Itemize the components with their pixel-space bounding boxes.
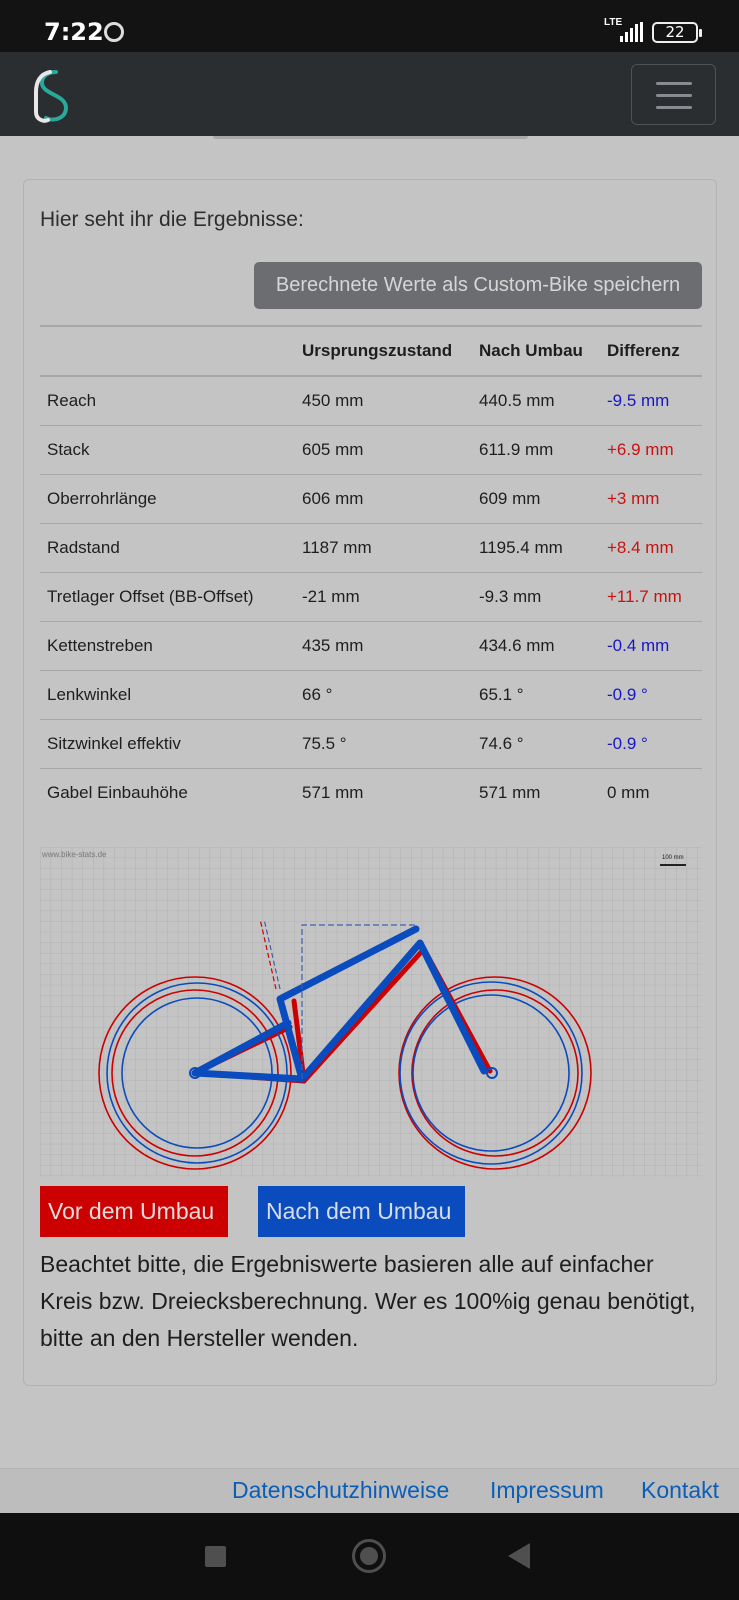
table-row [40, 425, 702, 474]
recent-apps-icon[interactable] [205, 1546, 226, 1567]
row-diff-value: +8.4 mm [600, 523, 702, 572]
row-before-value: -21 mm [295, 572, 472, 621]
table-row [40, 621, 702, 670]
row-before-value: 605 mm [295, 425, 472, 474]
table-row [40, 719, 702, 768]
footer-link-contact[interactable]: Kontakt [641, 1477, 719, 1503]
row-before-value: 66 ° [295, 670, 472, 719]
header-label [40, 326, 295, 376]
hamburger-icon [656, 82, 692, 85]
legend-before-umbau: Vor dem Umbau [40, 1186, 228, 1237]
disclaimer-note: Beachtet bitte, die Ergebniswerte basieren alle auf einfacher Kreis bzw. Dreiecksberechnung. Wer es 100%ig genau benötigt, bitte an den Hersteller wenden. [40, 1251, 696, 1351]
row-label: Stack [40, 425, 295, 474]
table-row [40, 768, 702, 817]
row-after-value: 434.6 mm [472, 621, 600, 670]
home-icon[interactable] [352, 1539, 386, 1573]
row-after-value: 571 mm [472, 768, 600, 817]
row-label: Lenkwinkel [40, 670, 295, 719]
row-diff-value: +3 mm [600, 474, 702, 523]
footer-link-imprint[interactable]: Impressum [490, 1477, 604, 1503]
status-bar [0, 0, 739, 52]
page-footer [0, 1468, 739, 1513]
row-label: Reach [40, 376, 295, 425]
navbar [0, 52, 739, 136]
network-type: LTE [604, 17, 623, 28]
header-diff: Differenz [600, 326, 702, 376]
row-diff-value: -9.5 mm [600, 376, 702, 425]
row-diff-value: -0.9 ° [600, 719, 702, 768]
site-logo[interactable] [32, 68, 74, 124]
table-row [40, 474, 702, 523]
header-after: Nach Umbau [472, 326, 600, 376]
signal-icon [620, 22, 644, 42]
row-after-value: 74.6 ° [472, 719, 600, 768]
back-icon[interactable] [508, 1543, 530, 1569]
row-after-value: 611.9 mm [472, 425, 600, 474]
table-row [40, 572, 702, 621]
row-diff-value: -0.4 mm [600, 621, 702, 670]
legend-after-umbau: Nach dem Umbau [258, 1186, 465, 1237]
results-intro: Hier seht ihr die Ergebnisse: [40, 208, 304, 231]
row-label: Radstand [40, 523, 295, 572]
row-after-value: 65.1 ° [472, 670, 600, 719]
table-row [40, 376, 702, 425]
footer-link-privacy[interactable]: Datenschutzhinweise [232, 1477, 450, 1503]
table-row [40, 670, 702, 719]
bike-geometry-diagram [40, 847, 702, 1177]
row-before-value: 435 mm [295, 621, 472, 670]
row-before-value: 606 mm [295, 474, 472, 523]
results-table [40, 325, 702, 817]
row-label: Kettenstreben [40, 621, 295, 670]
geometry-svg [40, 847, 702, 1177]
table-row [40, 523, 702, 572]
row-after-value: -9.3 mm [472, 572, 600, 621]
row-label: Gabel Einbauhöhe [40, 768, 295, 817]
row-before-value: 1187 mm [295, 523, 472, 572]
notification-icon [104, 22, 124, 42]
row-label: Tretlager Offset (BB-Offset) [40, 572, 295, 621]
row-diff-value: +11.7 mm [600, 572, 702, 621]
row-diff-value: 0 mm [600, 768, 702, 817]
row-label: Oberrohrlänge [40, 474, 295, 523]
diagram-watermark: www.bike-stats.de [42, 850, 107, 859]
system-navigation-bar [0, 1513, 739, 1600]
battery-icon: 22 [652, 22, 698, 43]
row-after-value: 440.5 mm [472, 376, 600, 425]
scrolled-element-edge [213, 136, 528, 139]
status-time: 7:22 [44, 18, 104, 46]
row-before-value: 571 mm [295, 768, 472, 817]
row-before-value: 450 mm [295, 376, 472, 425]
header-before: Ursprungszustand [295, 326, 472, 376]
row-after-value: 1195.4 mm [472, 523, 600, 572]
scale-label: 100 mm [662, 855, 684, 861]
row-label: Sitzwinkel effektiv [40, 719, 295, 768]
results-card [23, 179, 717, 1386]
save-custom-bike-button[interactable]: Berechnete Werte als Custom-Bike speichern [254, 262, 702, 309]
menu-toggle-button[interactable] [631, 64, 716, 125]
row-diff-value: -0.9 ° [600, 670, 702, 719]
row-after-value: 609 mm [472, 474, 600, 523]
table-header-row [40, 326, 702, 376]
row-diff-value: +6.9 mm [600, 425, 702, 474]
row-before-value: 75.5 ° [295, 719, 472, 768]
